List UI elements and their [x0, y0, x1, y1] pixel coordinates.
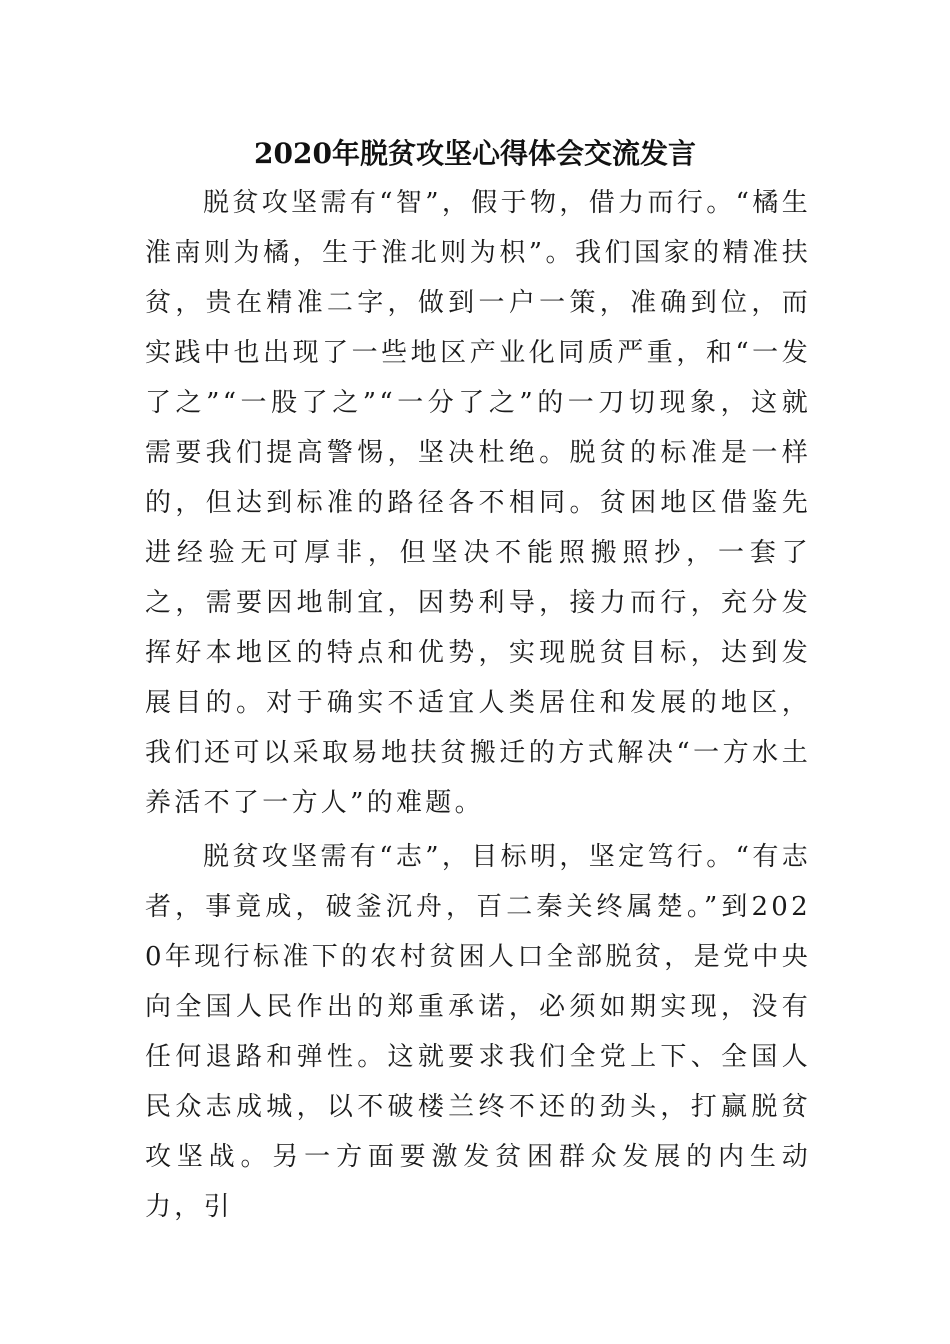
document-body [145, 178, 811, 1236]
document-title: 2020年脱贫攻坚心得体会交流发言 [254, 137, 696, 170]
paragraph-2: 脱贫攻坚需有“志”，目标明，坚定笃行。“有志者，事竟成，破釜沉舟，百二秦关终属楚。”到2020年现行标准下的农村贫困人口全部脱贫，是党中央向全国人民作出的郑重承诺，必须如期实现，没有任何退路和弹性。这就要求我们全党上下、全国人民众志成城，以不破楼兰终不还的劲头，打赢脱贫攻坚战。另一方面要激发贫困群众发展的内生动力，引 [145, 842, 811, 1222]
paragraph-1: 脱贫攻坚需有“智”，假于物，借力而行。“橘生淮南则为橘，生于淮北则为枳”。我们国家的精准扶贫，贵在精准二字，做到一户一策，准确到位，而实践中也出现了一些地区产业化同质严重，和“一发了之”“一股了之”“一分了之”的一刀切现象，这就需要我们提高警惕，坚决杜绝。脱贫的标准是一样的，但达到标准的路径各不相同。贫困地区借鉴先进经验无可厚非，但坚决不能照搬照抄，一套了之，需要因地制宜，因势利导，接力而行，充分发挥好本地区的特点和优势，实现脱贫目标，达到发展目的。对于确实不适宜人类居住和发展的地区，我们还可以采取易地扶贫搬迁的方式解决“一方水土养活不了一方人”的难题。 [145, 188, 811, 818]
